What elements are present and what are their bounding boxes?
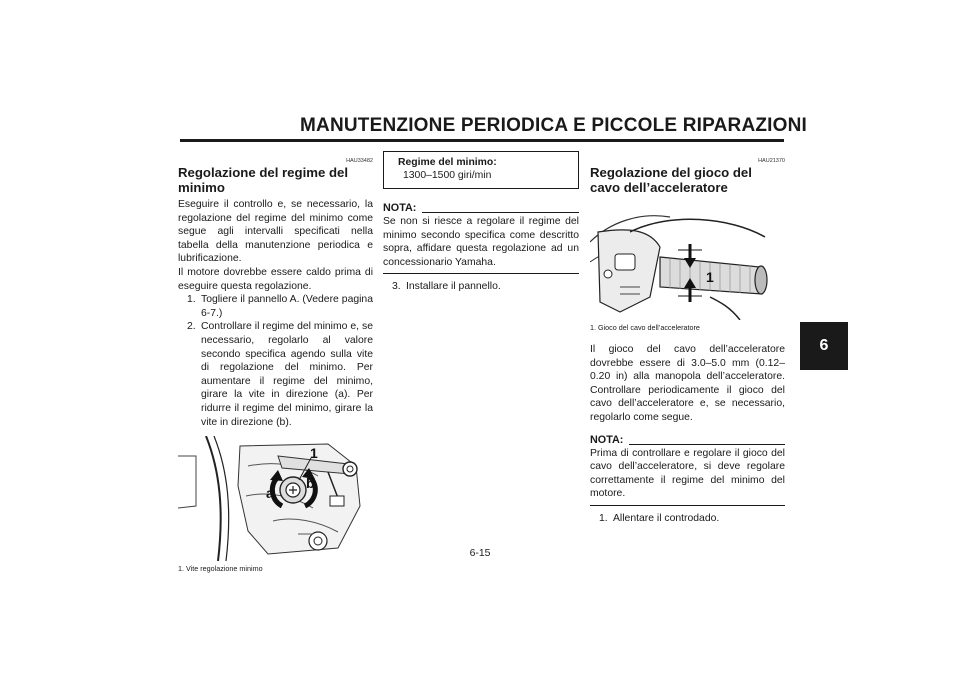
step-text: Togliere il pannello A. (Vedere pagina 6-7.) [201, 294, 373, 319]
callout-b: b [306, 475, 315, 492]
section-code: HAU33482 [346, 158, 373, 164]
right-column [590, 148, 785, 526]
section-code: HAU21370 [758, 158, 785, 164]
step-text: Controllare il regime del minimo e, se necessario, regolarlo al valore secondo specifica agendo sulla vite di regolazione del minimo. Per aumentare il regime del minimo, girare la vite in direzione (a). Per ridurre il regime del minimo, girare la vite in direzione (b). [201, 321, 373, 428]
callout-1: 1 [310, 445, 318, 462]
chapter-tab[interactable]: 6 [800, 322, 848, 370]
spec-label: Regime del minimo: [398, 157, 497, 168]
page-number: 6-15 [469, 548, 491, 559]
step-number: 1. [187, 294, 196, 306]
nota-rule [629, 444, 785, 445]
step-number: 1. [599, 512, 608, 524]
steps-list [383, 280, 579, 294]
idle-screw-illustration [178, 436, 373, 561]
intro-paragraph-2: Il motore dovrebbe essere caldo prima di eseguire questa regolazione. [178, 266, 373, 292]
callout-1: 1 [706, 269, 714, 285]
figure-caption: 1. Vite regolazione minimo [178, 564, 263, 574]
nota-text: Prima di controllare e regolare il gioco del cavo dell’acceleratore, si deve regolare correttamente il regime del minimo del motore. [590, 447, 785, 500]
nota-rule [422, 212, 579, 213]
section-heading-idle: Regolazione del regime del minimo [178, 165, 349, 195]
figure-caption: 1. Gioco del cavo dell’acceleratore [590, 323, 700, 332]
left-column [178, 148, 373, 573]
steps-list [178, 293, 373, 429]
idle-screw-figure [178, 436, 373, 561]
nota-end-rule [383, 273, 579, 274]
steps-list [590, 512, 785, 526]
step-number: 2. [187, 321, 196, 333]
spec-value: 1300–1500 giri/min [403, 170, 492, 181]
step-text: Allentare il controdado. [613, 512, 720, 524]
nota-header [383, 202, 579, 215]
step-item [590, 512, 785, 526]
throttle-figure [590, 202, 785, 320]
nota-end-rule [590, 505, 785, 506]
step-number: 3. [392, 281, 401, 293]
middle-column [383, 148, 579, 294]
throttle-grip-illustration [590, 202, 785, 320]
step-item [178, 293, 373, 320]
nota-label: NOTA: [383, 202, 417, 214]
throttle-paragraph: Il gioco del cavo dell’acceleratore dovrebbe essere di 3.0–5.0 mm (0.12–0.20 in) alla manopola dell’acceleratore. Controllare periodicamente il gioco del cavo dell’acceleratore e, se necessario, regolarlo come segue. [590, 344, 785, 423]
title-rule [180, 139, 784, 142]
step-item [383, 280, 579, 294]
nota-label: NOTA: [590, 433, 624, 446]
nota-text: Se non si riesce a regolare il regime del minimo secondo specifica come descritto sopra, affidare questa regolazione ad un concessionario Yamaha. [383, 216, 579, 268]
spec-box [383, 151, 579, 189]
callout-a: a [266, 485, 274, 502]
nota-header [590, 434, 785, 447]
page-title: MANUTENZIONE PERIODICA E PICCOLE RIPARAZIONI [300, 115, 808, 136]
step-text: Installare il pannello. [406, 281, 501, 293]
intro-paragraph: Eseguire il controllo e, se necessario, la regolazione del regime del minimo come segue agli intervalli specificati nella tabella della manutenzione periodica e lubrificazione. [178, 199, 373, 265]
section-heading-throttle: Regolazione del gioco del cavo dell’acceleratore [590, 165, 752, 195]
step-item [178, 320, 373, 429]
